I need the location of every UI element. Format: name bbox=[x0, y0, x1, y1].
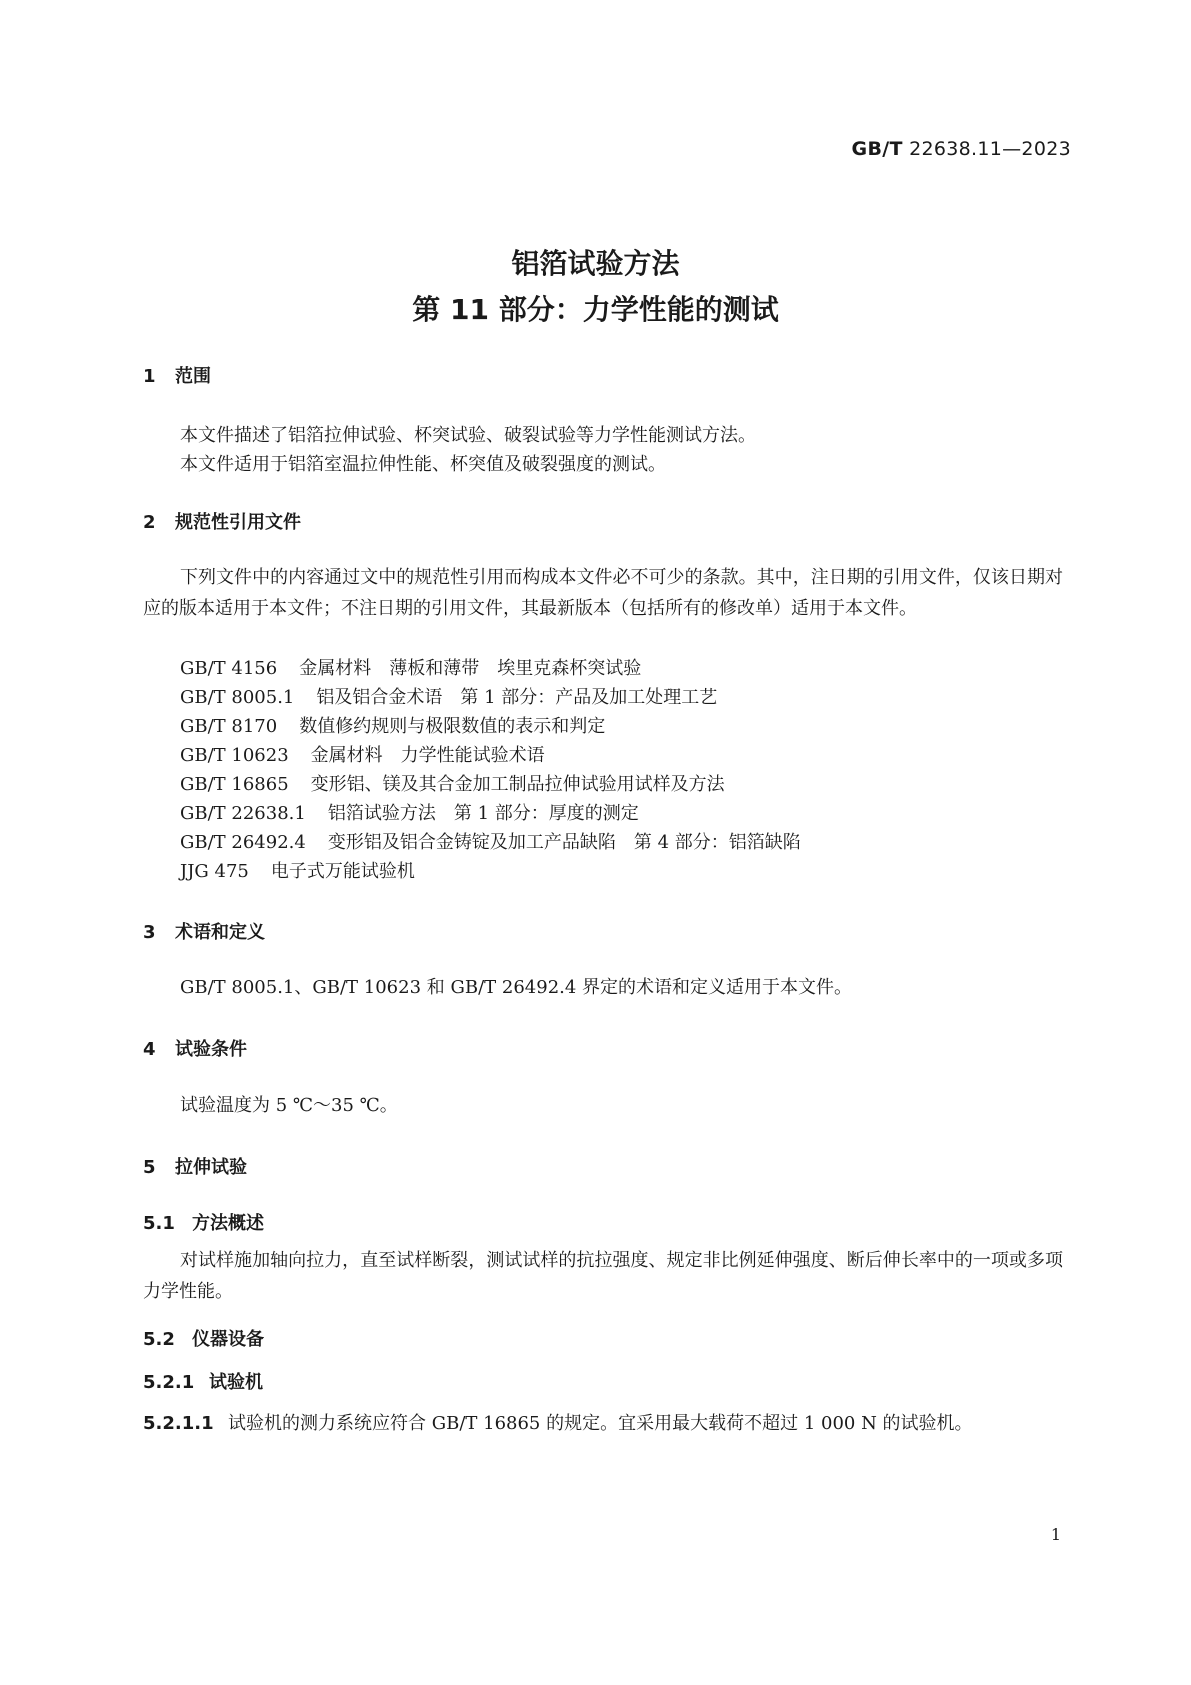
section-heading-4 bbox=[143, 1035, 247, 1061]
reference-item bbox=[180, 798, 639, 829]
document-title: 铝箔试验方法 bbox=[511, 247, 680, 280]
reference-code: GB/T 8005.1 bbox=[180, 687, 295, 708]
section-number: 5.1 bbox=[143, 1213, 175, 1234]
section-heading-5 bbox=[143, 1153, 247, 1179]
reference-title: 金属材料 力学性能试验术语 bbox=[310, 745, 545, 766]
section-heading-2 bbox=[143, 508, 301, 534]
reference-title: 变形铝、镁及其合金加工制品拉伸试验用试样及方法 bbox=[310, 774, 725, 795]
reference-code: GB/T 16865 bbox=[180, 774, 289, 795]
subsection-heading-5-2-1 bbox=[143, 1368, 263, 1394]
document-subtitle: 第 11 部分：力学性能的测试 bbox=[412, 293, 779, 326]
section-heading-3 bbox=[143, 918, 265, 944]
section-title: 方法概述 bbox=[192, 1213, 264, 1234]
reference-item bbox=[180, 827, 801, 858]
clause-5-2-1-1 bbox=[143, 1408, 973, 1439]
section-number: 4 bbox=[143, 1039, 156, 1060]
section-number: 5 bbox=[143, 1157, 156, 1178]
reference-item bbox=[180, 856, 415, 887]
reference-item bbox=[180, 711, 605, 742]
subsection-heading-5-1 bbox=[143, 1209, 264, 1235]
reference-code: GB/T 10623 bbox=[180, 745, 289, 766]
section-title: 拉伸试验 bbox=[175, 1157, 247, 1178]
paragraph: 试验温度为 5 ℃～35 ℃。 bbox=[180, 1095, 398, 1116]
reference-code: GB/T 4156 bbox=[180, 658, 278, 679]
reference-title: 铝及铝合金术语 第 1 部分：产品及加工处理工艺 bbox=[316, 687, 718, 708]
reference-title: 变形铝及铝合金铸锭及加工产品缺陷 第 4 部分：铝箔缺陷 bbox=[327, 832, 801, 853]
section-title: 术语和定义 bbox=[175, 922, 265, 943]
section-number: 3 bbox=[143, 922, 156, 943]
reference-item bbox=[180, 682, 717, 713]
paragraph: 对试样施加轴向拉力，直至试样断裂，测试试样的抗拉强度、规定非比例延伸强度、断后伸长率中的一项或多项力学性能。 bbox=[143, 1250, 1063, 1302]
reference-code: GB/T 8170 bbox=[180, 716, 278, 737]
paragraph: GB/T 8005.1、GB/T 10623 和 GB/T 26492.4 界定的术语和定义适用于本文件。 bbox=[180, 977, 853, 998]
reference-code: GB/T 22638.1 bbox=[180, 803, 306, 824]
section-heading-1 bbox=[143, 362, 211, 388]
section-number: 5.2 bbox=[143, 1329, 175, 1350]
section-title: 规范性引用文件 bbox=[175, 512, 301, 533]
section-title: 试验条件 bbox=[175, 1039, 247, 1060]
reference-title: 金属材料 薄板和薄带 埃里克森杯突试验 bbox=[299, 658, 642, 679]
reference-code: GB/T 26492.4 bbox=[180, 832, 306, 853]
paragraph: 本文件适用于铝箔室温拉伸性能、杯突值及破裂强度的测试。 bbox=[180, 454, 666, 475]
reference-title: 铝箔试验方法 第 1 部分：厚度的测定 bbox=[327, 803, 639, 824]
section-title: 仪器设备 bbox=[192, 1329, 264, 1350]
section-title: 范围 bbox=[175, 366, 211, 387]
clause-text: 试验机的测力系统应符合 GB/T 16865 的规定。宜采用最大载荷不超过 1 000 N 的试验机。 bbox=[228, 1413, 973, 1434]
standard-number-value: 22638.11—2023 bbox=[909, 138, 1071, 160]
reference-item bbox=[180, 769, 725, 800]
standard-code: GB/T bbox=[851, 138, 903, 160]
section-title: 试验机 bbox=[209, 1372, 263, 1393]
page-number: 1 bbox=[1050, 1525, 1061, 1544]
section-number: 1 bbox=[143, 366, 156, 387]
paragraph: 本文件描述了铝箔拉伸试验、杯突试验、破裂试验等力学性能测试方法。 bbox=[180, 425, 756, 446]
reference-item bbox=[180, 653, 641, 684]
reference-title: 电子式万能试验机 bbox=[270, 861, 415, 882]
standard-number bbox=[852, 138, 1071, 160]
section-number: 2 bbox=[143, 512, 156, 533]
reference-title: 数值修约规则与极限数值的表示和判定 bbox=[299, 716, 606, 737]
reference-code: JJG 475 bbox=[180, 861, 249, 882]
clause-number: 5.2.1.1 bbox=[143, 1413, 214, 1434]
reference-item bbox=[180, 740, 545, 771]
section-number: 5.2.1 bbox=[143, 1372, 195, 1393]
paragraph: 下列文件中的内容通过文中的规范性引用而构成本文件必不可少的条款。其中，注日期的引用文件，仅该日期对应的版本适用于本文件；不注日期的引用文件，其最新版本（包括所有的修改单）适用于本文件。 bbox=[143, 567, 1063, 619]
subsection-heading-5-2 bbox=[143, 1325, 264, 1351]
